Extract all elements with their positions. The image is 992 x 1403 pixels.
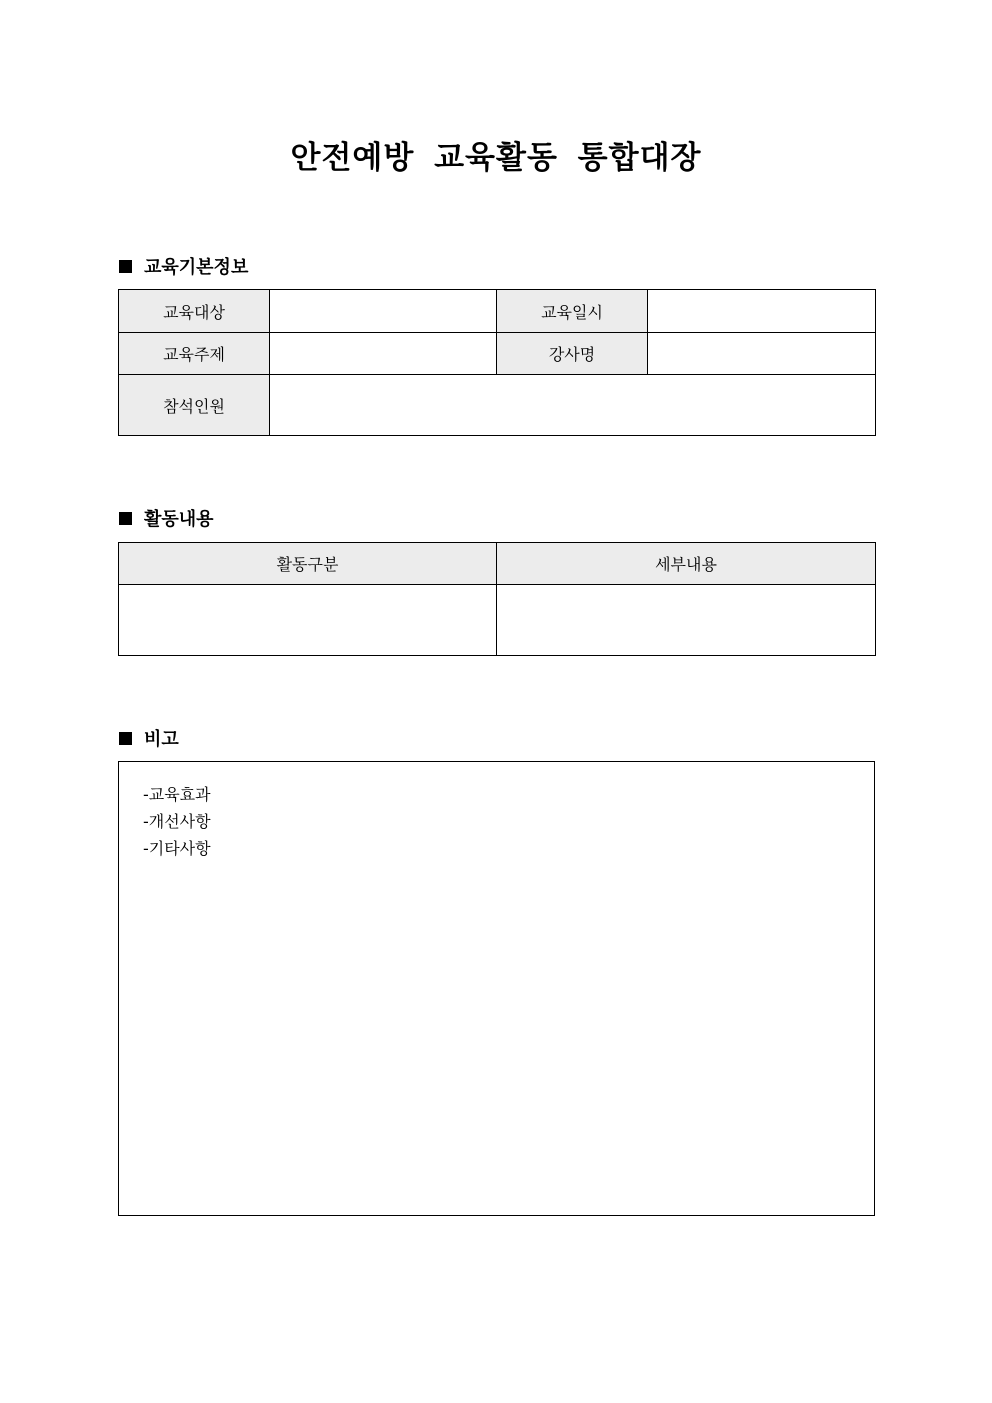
- instructor-value[interactable]: [648, 333, 876, 375]
- basic-info-heading: [119, 253, 248, 279]
- activity-heading-text: 활동내용: [144, 509, 214, 530]
- square-bullet-icon: [119, 260, 132, 273]
- square-bullet-icon: [119, 512, 132, 525]
- instructor-label: 강사명: [497, 333, 648, 375]
- activity-detail-header: 세부내용: [497, 543, 876, 585]
- remarks-heading: [119, 725, 179, 751]
- activity-table: [118, 542, 876, 656]
- remarks-line-other: -기타사항: [143, 839, 211, 858]
- remarks-line-effect: -교육효과: [143, 785, 211, 804]
- basic-info-table: [118, 289, 876, 436]
- topic-label: 교육주제: [119, 333, 270, 375]
- activity-type-header: 활동구분: [119, 543, 497, 585]
- datetime-value[interactable]: [648, 290, 876, 333]
- activity-heading: [119, 505, 214, 531]
- attendees-value[interactable]: [270, 375, 876, 436]
- remarks-heading-text: 비고: [144, 729, 179, 750]
- datetime-label: 교육일시: [497, 290, 648, 333]
- target-label: 교육대상: [119, 290, 270, 333]
- basic-info-heading-text: 교육기본정보: [144, 257, 249, 278]
- activity-detail-value[interactable]: [497, 585, 876, 656]
- remarks-line-improvement: -개선사항: [143, 812, 211, 831]
- document-title: 안전예방 교육활동 통합대장: [290, 140, 702, 176]
- topic-value[interactable]: [270, 333, 497, 375]
- target-value[interactable]: [270, 290, 497, 333]
- square-bullet-icon: [119, 732, 132, 745]
- remarks-box[interactable]: [118, 761, 875, 1216]
- activity-type-value[interactable]: [119, 585, 497, 656]
- attendees-label: 참석인원: [119, 375, 270, 436]
